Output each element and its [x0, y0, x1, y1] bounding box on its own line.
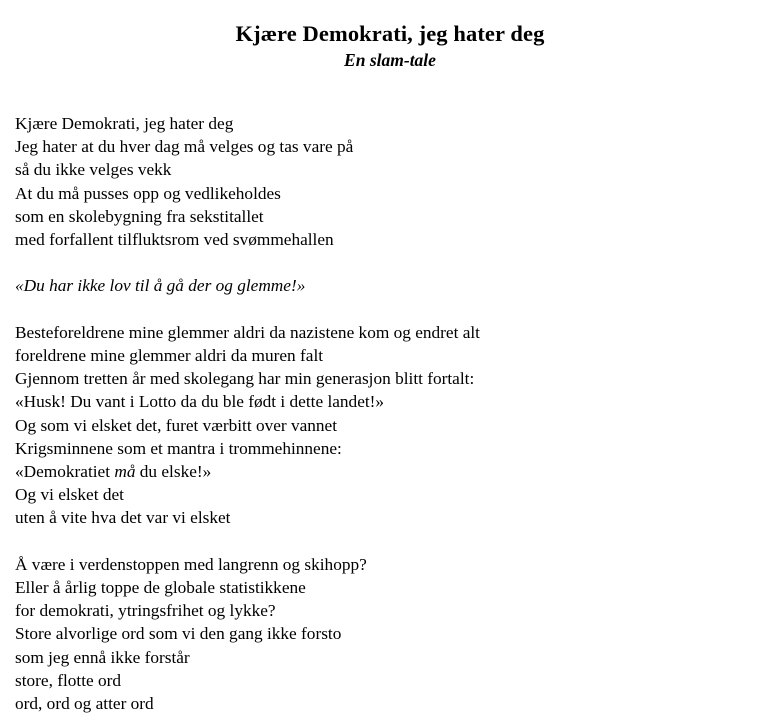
poem-line: Kjære Demokrati, jeg hater deg [15, 114, 234, 133]
stanza-1 [15, 112, 780, 251]
poem-line: for demokrati, ytringsfrihet og lykke? [15, 601, 276, 621]
poem-line: Å være i verdenstoppen med langrenn og skihopp? [15, 554, 367, 574]
poem-line: Og vi elsket det [15, 485, 124, 505]
poem-line: Besteforeldrene mine glemmer aldri da nazistene kom og endret alt [15, 322, 480, 342]
stanza-2 [15, 274, 780, 297]
poem-line: Og som vi elsket det, furet værbitt over vannet [15, 415, 338, 435]
poem-line-quote: «Husk! Du vant i Lotto da du ble født i dette landet!» [15, 392, 385, 412]
poem-line: ord, ord og atter ord [15, 694, 154, 714]
poem-line-quote-emphasis [15, 460, 780, 483]
poem-line: At du må pusses opp og vedlikeholdes [15, 183, 281, 203]
poem-line: som jeg ennå ikke forstår [15, 647, 190, 667]
poem-line: med forfallent tilfluktsrom ved svømmehallen [15, 230, 334, 250]
poem-line: Store alvorlige ord som vi den gang ikke forsto [15, 624, 342, 644]
page-subtitle: En slam-tale [344, 50, 436, 70]
quote-suffix: du elske!» [135, 462, 212, 482]
document-header [0, 0, 780, 71]
stanza-3 [15, 321, 780, 530]
poem-line: Jeg hater at du hver dag må velges og tas vare på [15, 137, 354, 157]
poem-line: uten å vite hva det var vi elsket [15, 508, 231, 528]
poem-line: store, flotte ord [15, 670, 122, 690]
poem-line: Gjennom tretten år med skolegang har min generasjon blitt fortalt: [15, 369, 475, 389]
poem-line: Krigsminnene som et mantra i trommehinnene: [15, 438, 342, 458]
poem-line: som en skolebygning fra sekstitallet [15, 206, 264, 226]
poem-line: foreldrene mine glemmer aldri da muren falt [15, 346, 324, 365]
stanza-4 [15, 553, 780, 715]
page-title: Kjære Demokrati, jeg hater deg [235, 21, 545, 46]
emphasized-word: må [114, 462, 136, 482]
poem-line: Eller å årlig toppe de globale statistikkene [15, 578, 306, 598]
poem-line-quote: «Du har ikke lov til å gå der og glemme!» [15, 276, 306, 296]
poem-body [0, 112, 780, 715]
quote-prefix: «Demokratiet [15, 462, 115, 482]
poem-line: så du ikke velges vekk [15, 160, 172, 180]
